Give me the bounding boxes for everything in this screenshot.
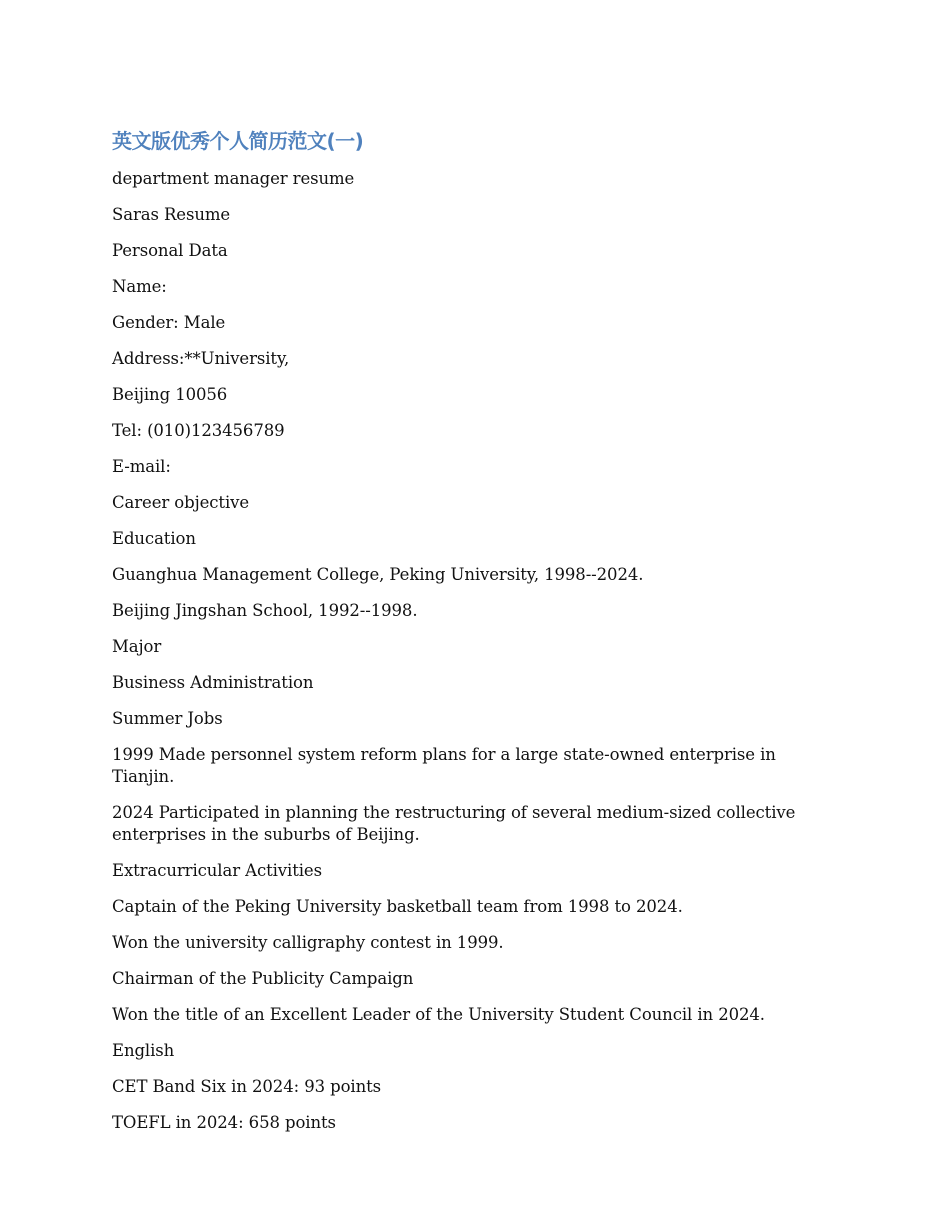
major-value: Business Administration [112, 673, 314, 692]
section-personal-data: Personal Data [112, 241, 228, 260]
field-gender: Gender: Male [112, 313, 226, 332]
english-score-item: TOEFL in 2024: 658 points [112, 1113, 336, 1132]
document-body [112, 126, 832, 1148]
field-address-city: Beijing 10056 [112, 385, 228, 404]
education-item: Guanghua Management College, Peking University, 1998--2024. [112, 565, 644, 584]
field-address: Address:**University, [112, 349, 290, 368]
resume-name-heading: Saras Resume [112, 205, 231, 224]
field-email: E-mail: [112, 457, 171, 476]
section-career-objective: Career objective [112, 493, 250, 512]
section-education: Education [112, 529, 196, 548]
field-name: Name: [112, 277, 167, 296]
section-summer-jobs: Summer Jobs [112, 709, 223, 728]
education-item: Beijing Jingshan School, 1992--1998. [112, 601, 418, 620]
section-major: Major [112, 637, 162, 656]
document-title: 英文版优秀个人简历范文(一) [112, 129, 364, 153]
activity-item: Chairman of the Publicity Campaign [112, 969, 414, 988]
field-tel: Tel: (010)123456789 [112, 421, 285, 440]
activity-item: Captain of the Peking University basketball team from 1998 to 2024. [112, 897, 683, 916]
activity-item: Won the university calligraphy contest in 1999. [112, 933, 504, 952]
activity-item: Won the title of an Excellent Leader of the University Student Council in 2024. [112, 1005, 765, 1024]
summer-job-item: 2024 Participated in planning the restructuring of several medium-sized collective enterprises in the suburbs of Beijing. [112, 803, 796, 844]
english-score-item: CET Band Six in 2024: 93 points [112, 1077, 382, 1096]
section-english: English [112, 1041, 175, 1060]
section-extracurricular: Extracurricular Activities [112, 861, 322, 880]
summer-job-item: 1999 Made personnel system reform plans for a large state-owned enterprise in Tianjin. [112, 745, 776, 786]
resume-subtitle: department manager resume [112, 169, 355, 188]
